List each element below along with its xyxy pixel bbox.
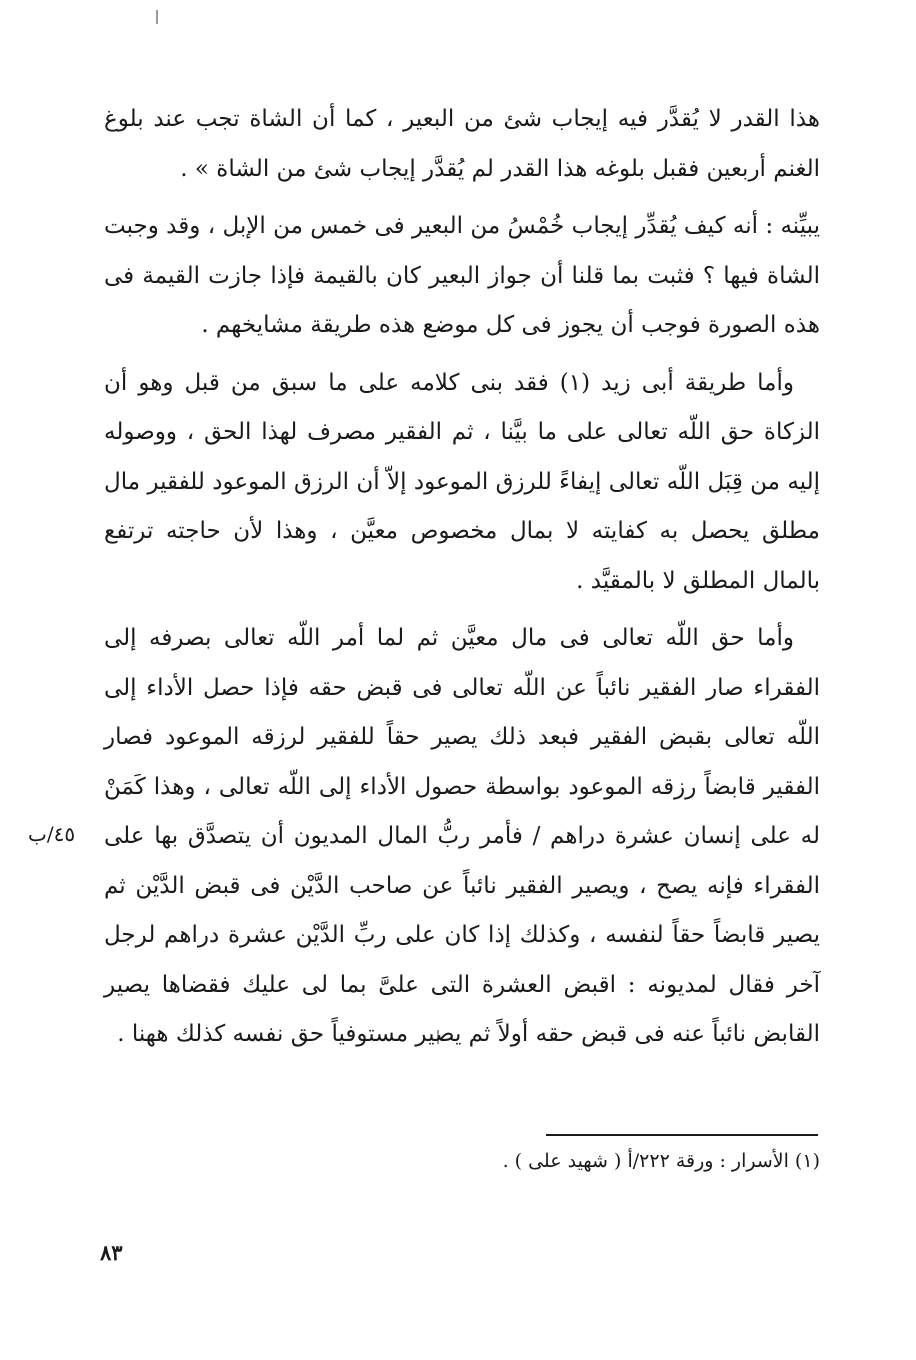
page-number: ٨٣ [100, 1240, 123, 1265]
paragraph-4: وأما حق اللّه تعالى فى مال معيَّن ثم لما أمر اللّه تعالى بصرفه إلى الفقراء صار الفقير نائباً عن اللّه تعالى فى قبض حقه فإذا حصل الأداء إلى اللّه تعالى بقبض الفقير فبعد ذلك يصير حقاً للفقير لرزقه الموعود فصار الفقير قابضاً رزقه الموعود بواسطة حصول الأداء إلى اللّه تعالى ، وهذا كَمَنْ له على إنسان عشرة دراهم / فأمر ربُّ المال المديون أن يتصدَّق بها على الفقراء فإنه يصح ، ويصير الفقير نائباً عن صاحب الدَّيْن فى قبض الدَّيْن ثم يصير قابضاً حقاً لنفسه ، وكذلك إذا كان على ربِّ الدَّيْن عشرة دراهم لرجل آخر فقال لمديونه : اقبض العشرة التى علىَّ بما لى عليك فقضاها يصير القابض نائباً عنه فى قبض حقه أولاً ثم يصير مستوفياً حق نفسه كذلك ههنا . [104, 625, 820, 1047]
footnote: (١) الأسرار : ورقة ٢٢٢/أ ( شهيد على ) . [502, 1150, 820, 1172]
margin-folio-note: ٤٥/ب [28, 822, 76, 846]
paragraph-3: وأما طريقة أبى زيد (١) فقد بنى كلامه على ما سبق من قبل وهو أن الزكاة حق اللّه تعالى على ما بيَّنا ، ثم الفقير مصرف لهذا الحق ، ووصوله إليه من قِبَل اللّه تعالى إيفاءً للرزق الموعود إلاّ أن الرزق الموعود للفقير مال مطلق يحصل به كفايته لا بمال مخصوص معيَّن ، وهذا لأن حاجته ترتفع بالمال المطلق لا بالمقيَّد . [104, 369, 820, 594]
body-text [104, 95, 820, 1060]
paragraph-1: هذا القدر لا يُقدَّر فيه إيجاب شئ من البعير ، كما أن الشاة تجب عند بلوغ الغنم أربعين فقبل بلوغه هذا القدر لم يُقدَّر إيجاب شئ من الشاة » . [104, 106, 820, 182]
scan-artifact [156, 10, 158, 24]
paragraph-2: يبيِّنه : أنه كيف يُقدِّر إيجاب خُمْسُ من البعير فى خمس من الإبل ، وقد وجبت الشاة فيها ؟ فثبت بما قلنا أن جواز البعير كان بالقيمة فإذا جازت القيمة فى هذه الصورة فوجب أن يجوز فى كل موضع هذه طريقة مشايخهم . [104, 213, 820, 338]
footnote-divider [546, 1134, 818, 1136]
